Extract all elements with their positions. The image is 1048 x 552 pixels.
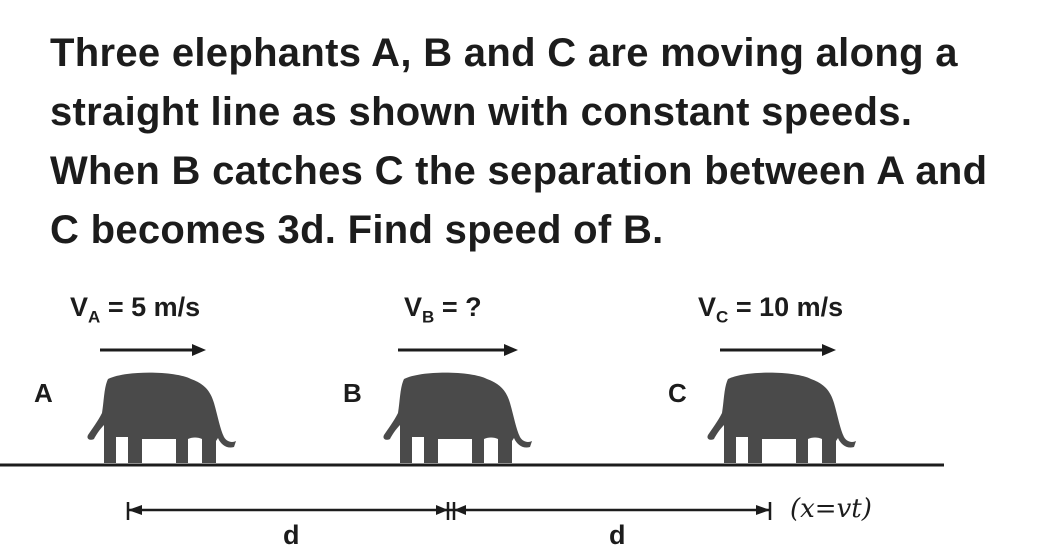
distance-label-ab: d (283, 520, 300, 550)
question-line-4: C becomes 3d. Find speed of B. (50, 208, 664, 252)
elephant-a (87, 373, 236, 463)
question-line-3: When B catches C the separation between A and (50, 149, 988, 193)
distance-label-bc: d (609, 520, 626, 550)
elephant-label-b: B (343, 378, 362, 408)
question-line-2: straight line as shown with constant speeds. (50, 90, 913, 134)
elephant-b (383, 373, 532, 463)
handwritten-note: (x=vt) (790, 494, 872, 524)
velocity-label-b: $V_B$ = ? (404, 292, 482, 327)
question-line-1: Three elephants A, B and C are moving along a (50, 31, 958, 75)
velocity-label-c: $V_C = 10$ m/s (698, 292, 844, 327)
velocity-label-a: $V_A = 5$ m/s (70, 292, 201, 327)
elephant-label-a: A (34, 378, 53, 408)
elephant-label-c: C (668, 378, 687, 408)
elephant-c (707, 373, 856, 463)
